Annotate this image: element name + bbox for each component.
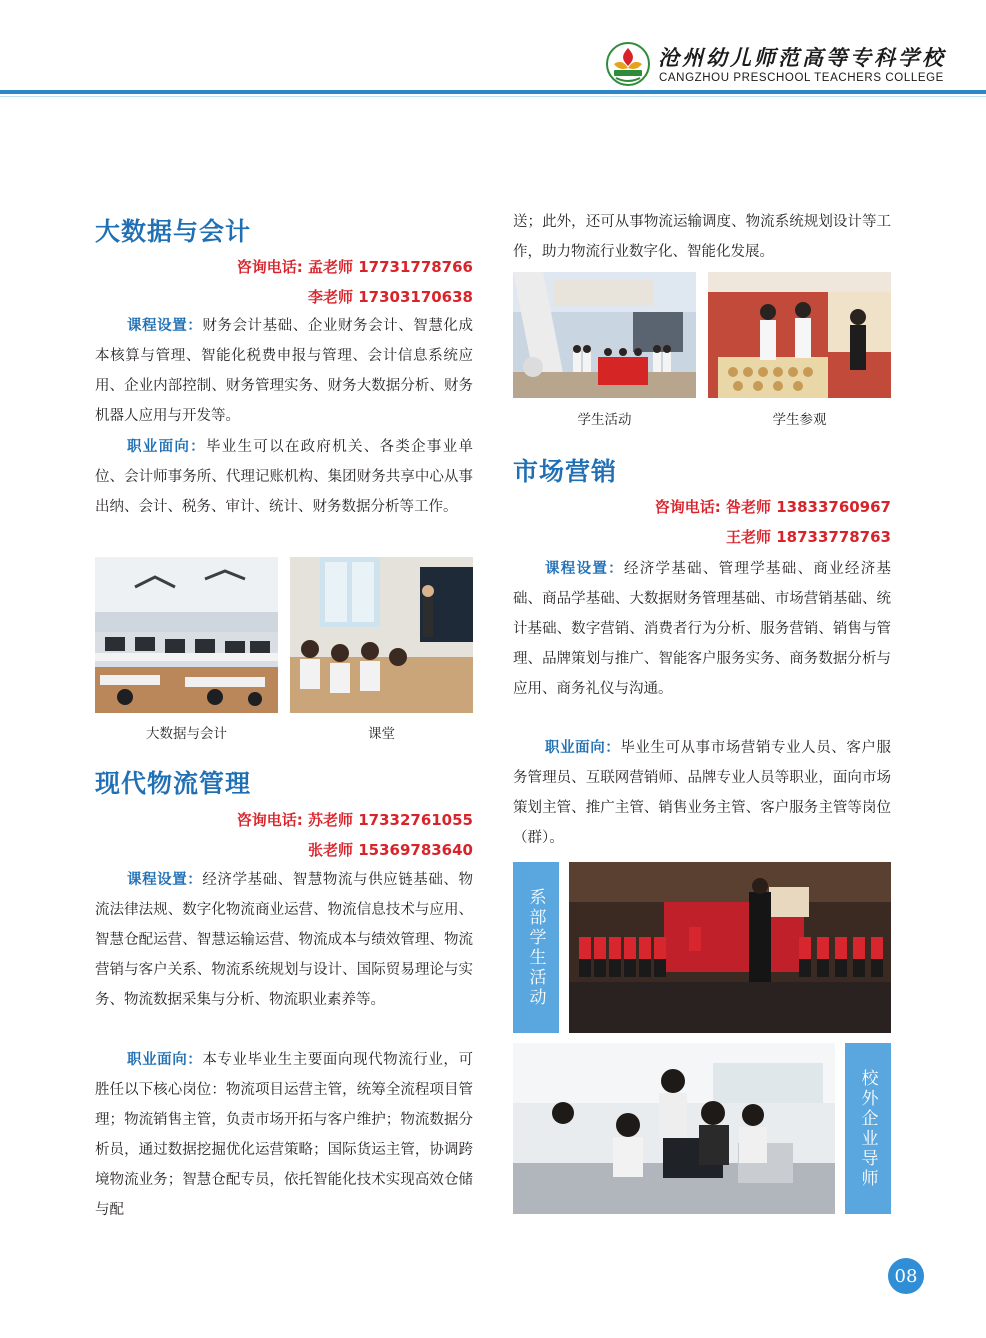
classroom-photo — [290, 557, 473, 713]
header-divider-thin — [0, 96, 986, 97]
marketing-career-paragraph — [513, 733, 891, 853]
school-name-cn: 沧州幼儿师范高等专科学校 — [658, 45, 946, 70]
course-text: 财务会计基础、企业财务会计、智慧化成本核算与管理、智能化税费申报与管理、会计信息系统应用、企业内部控制、财务管理实务、财务大数据分析、财务机器人应用与开发等。 — [95, 318, 474, 424]
logistics-caption-2: 学生参观 — [772, 412, 827, 428]
career-label: 职业面向： — [127, 439, 206, 455]
marketing-contact-2: 王老师 18733778763 — [725, 528, 891, 546]
college-emblem-icon — [606, 42, 650, 86]
accounting-title: 大数据与会计 — [95, 218, 252, 246]
course-label: 课程设置： — [127, 318, 203, 334]
logistics-contact-1 — [200, 809, 473, 830]
contact-prefix: 咨询电话: — [654, 498, 721, 516]
career-text: 毕业生可以在政府机关、各类企事业单位、会计师事务所、代理记账机构、集团财务共享中心从事出纳、会计、税务、审计、统计、财务数据分析等工作。 — [95, 439, 474, 515]
student-visit-photo — [708, 272, 891, 398]
computer-lab-photo — [95, 557, 278, 713]
logistics-title: 现代物流管理 — [95, 770, 252, 798]
logistics-career-paragraph — [95, 1045, 473, 1225]
accounting-caption-2: 课堂 — [368, 726, 395, 742]
choir-performance-photo — [569, 862, 891, 1033]
career-text: 本专业毕业生主要面向现代物流行业，可胜任以下核心岗位：物流项目运营主管，统筹全流程项目管理；物流销售主管，负责市场开拓与客户维护；物流数据分析员，通过数据挖掘优化运营策略；国际货运主管，协调跨境物流业务；智慧仓配专员，依托智能化技术实现高效仓储与配 — [95, 1052, 474, 1218]
contact-value: 孟老师 17731778766 — [307, 258, 473, 276]
career-text: 毕业生可从事市场营销专业人员、客户服务管理员、互联网营销师、品牌专业人员等职业，面向市场策划主管、推广主管、销售业务主管、客户服务主管等岗位（群）。 — [513, 740, 892, 846]
page-header — [0, 0, 986, 96]
contact-prefix: 咨询电话: — [236, 811, 303, 829]
course-label: 课程设置： — [545, 561, 624, 577]
accounting-contact-1 — [200, 256, 473, 277]
contact-value: 咎老师 13833760967 — [725, 498, 891, 516]
logistics-course-paragraph — [95, 865, 473, 1015]
marketing-course-paragraph — [513, 554, 891, 704]
accounting-course-paragraph — [95, 311, 473, 431]
course-text: 经济学基础、管理学基础、商业经济基础、商品学基础、大数据财务管理基础、市场营销基础、统计基础、数字营销、消费者行为分析、服务营销、销售与管理、品牌策划与推广、智能客户服务实务、商务数据分析与应用、商务礼仪与沟通。 — [513, 561, 892, 697]
course-label: 课程设置： — [127, 872, 203, 888]
career-label: 职业面向： — [545, 740, 621, 756]
marketing-contact-1 — [600, 496, 891, 517]
career-label: 职业面向： — [127, 1052, 203, 1068]
accounting-caption-1: 大数据与会计 — [146, 726, 227, 742]
logistics-contact-2: 张老师 15369783640 — [307, 841, 473, 859]
student-activity-photo — [513, 272, 696, 398]
enterprise-mentor-photo — [513, 1043, 835, 1214]
accounting-career-paragraph — [95, 432, 473, 522]
contact-prefix: 咨询电话: — [236, 258, 303, 276]
logistics-caption-1: 学生活动 — [577, 412, 632, 428]
logistics-career-continued: 送；此外，还可从事物流运输调度、物流系统规划设计等工作，助力物流行业数字化、智能化发展。 — [513, 214, 891, 260]
contact-value: 苏老师 17332761055 — [307, 811, 473, 829]
department-activity-label — [513, 862, 559, 1033]
school-name-en: CANGZHOU PRESCHOOL TEACHERS COLLEGE — [659, 72, 944, 84]
enterprise-mentor-label — [845, 1043, 891, 1214]
course-text: 经济学基础、智慧物流与供应链基础、物流法律法规、数字化物流商业运营、物流信息技术与应用、智慧仓配运营、智慧运输运营、物流成本与绩效管理、物流营销与客户关系、物流系统规划与设计、国际贸易理论与实务、物流数据采集与分析、物流职业素养等。 — [95, 872, 474, 1008]
enterprise-mentor-text: 校外企业导师 — [857, 1068, 878, 1189]
department-activity-text: 系部学生活动 — [525, 887, 546, 1008]
accounting-contact-2: 李老师 17303170638 — [307, 288, 473, 306]
marketing-title: 市场营销 — [513, 458, 618, 486]
page-number: 08 — [888, 1258, 924, 1294]
header-divider — [0, 90, 986, 94]
